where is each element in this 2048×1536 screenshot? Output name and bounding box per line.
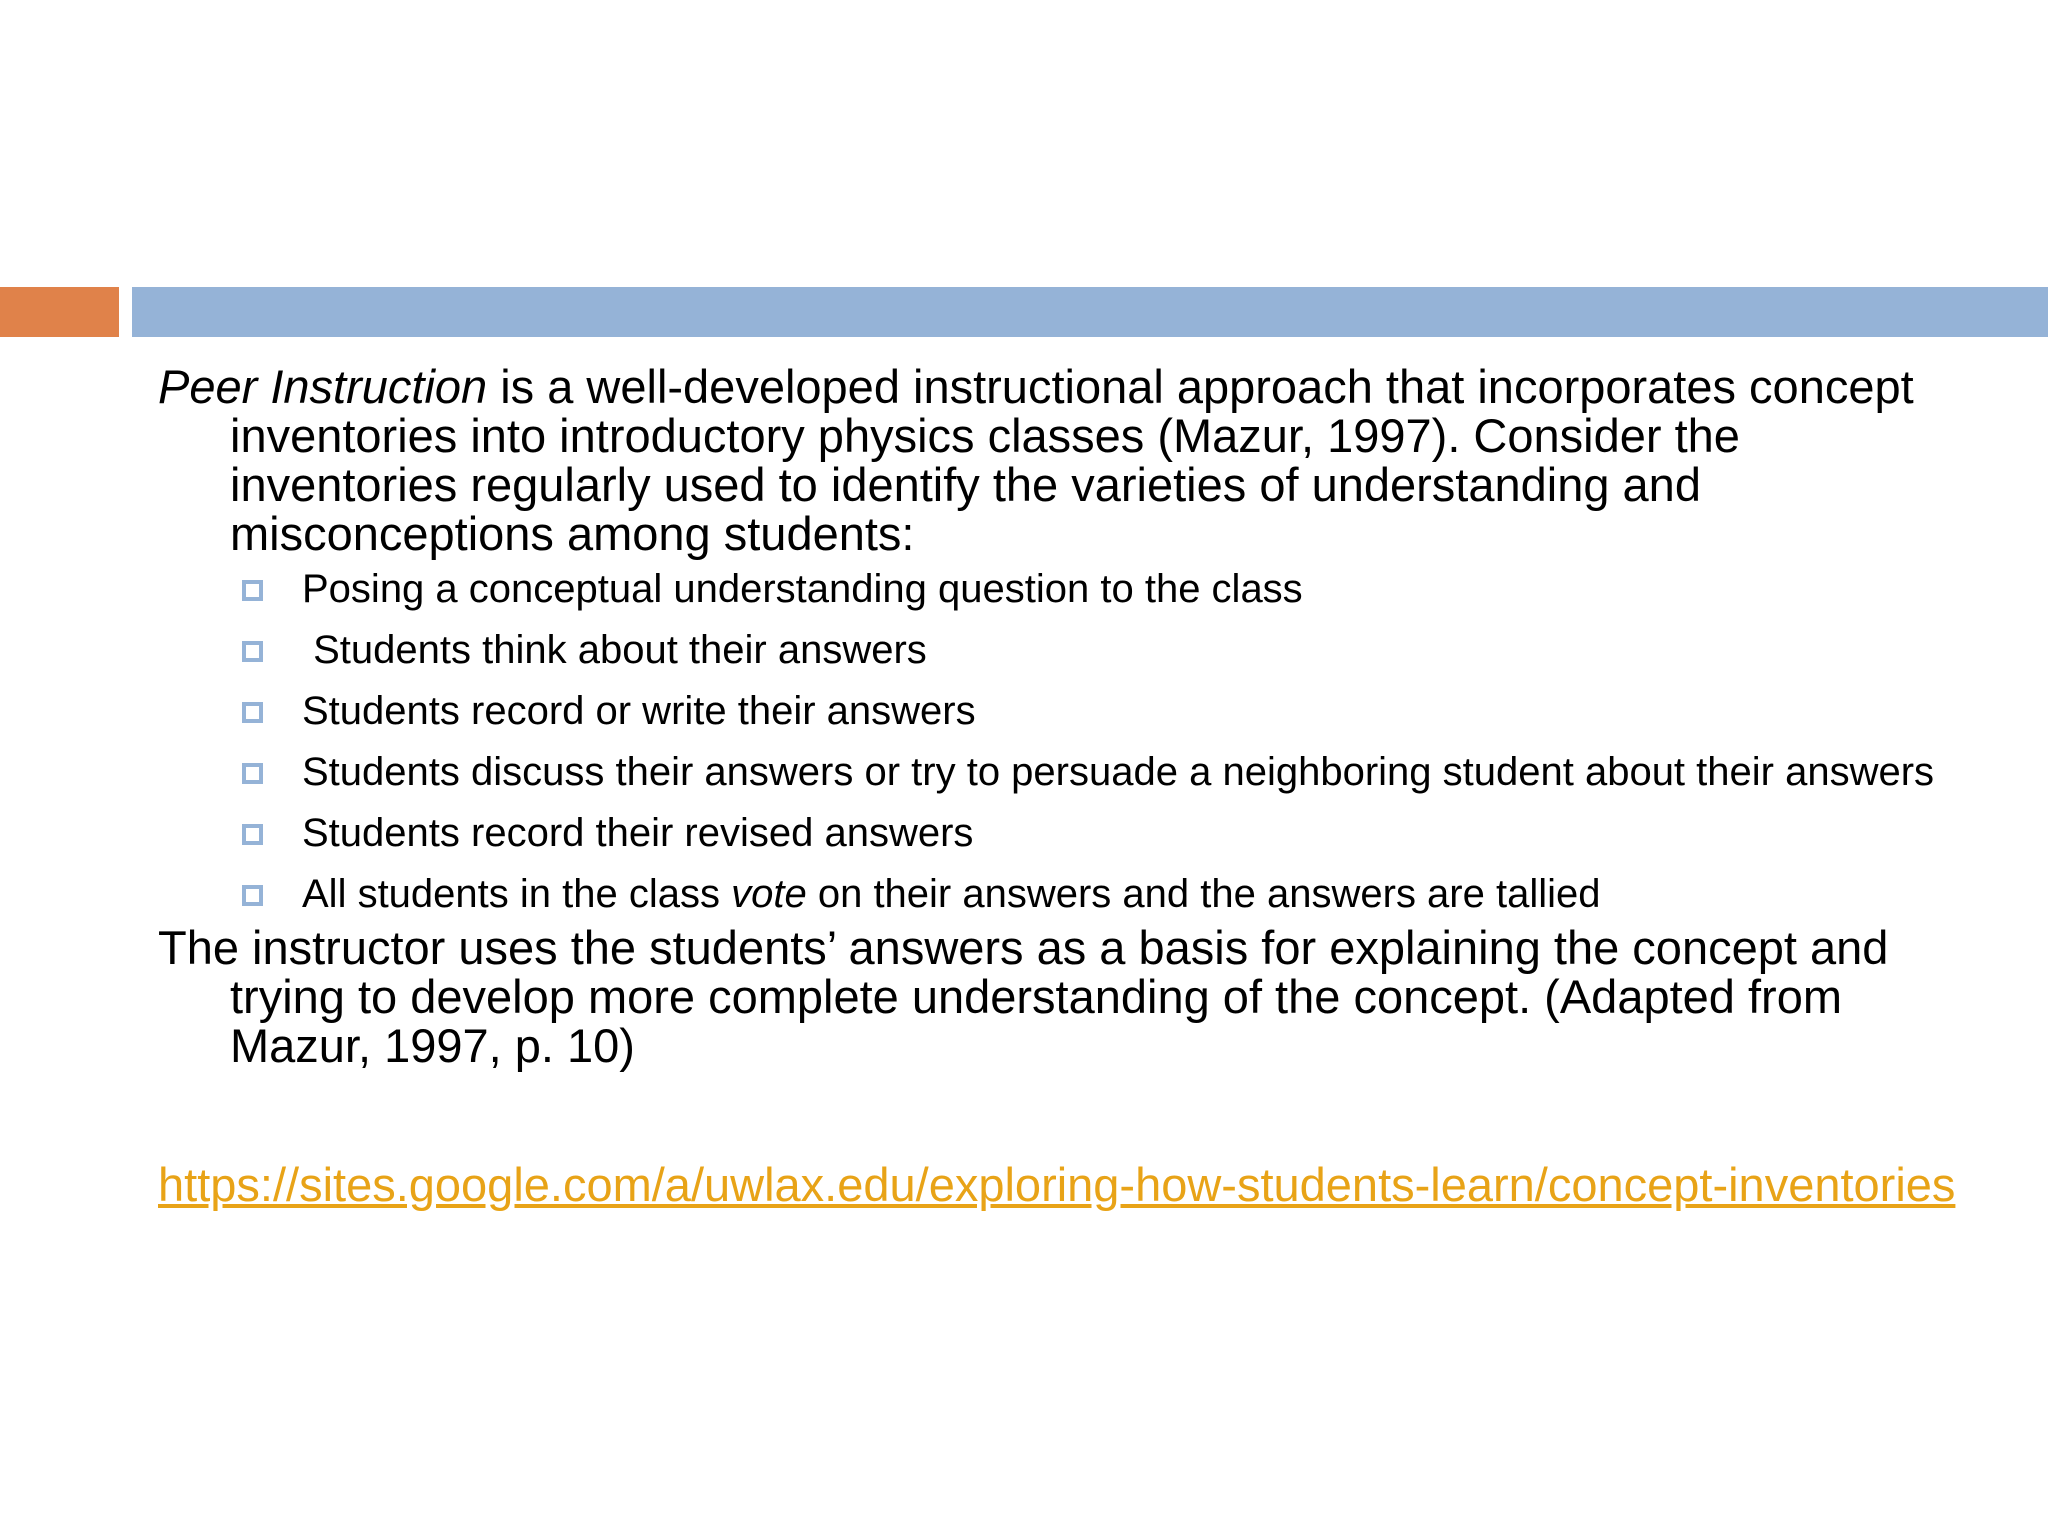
- square-bullet-icon: [242, 824, 263, 845]
- slide-content: [158, 362, 1958, 1209]
- intro-text: is a well-developed instructional approach that incorporates concept inventories into introductory physics classes (Mazur, 1997). Consider the inventories regularly used to identify the varieties of understanding and misconceptions among students:: [230, 360, 1914, 560]
- list-item: [242, 812, 1958, 854]
- reference-link-block: [158, 1160, 1958, 1209]
- header-bar: [132, 287, 2048, 337]
- conclusion-paragraph: The instructor uses the students’ answers as a basis for explaining the concept and trying to develop more complete understanding of the concept. (Adapted from Mazur, 1997, p. 10): [158, 921, 1889, 1072]
- list-item-text: Students think about their answers: [302, 628, 927, 672]
- square-bullet-icon: [242, 580, 263, 601]
- square-bullet-icon: [242, 702, 263, 723]
- list-item: [242, 751, 1958, 793]
- square-bullet-icon: [242, 885, 263, 906]
- list-item-text: Students discuss their answers or try to persuade a neighboring student about their answers: [302, 750, 1935, 794]
- steps-list: [158, 568, 1958, 915]
- square-bullet-icon: [242, 641, 263, 662]
- intro-paragraph: [158, 362, 1958, 558]
- list-item: [242, 690, 1958, 732]
- list-item-text-before: All students in the class: [302, 872, 732, 916]
- list-item-text-after: on their answers and the answers are tallied: [806, 872, 1601, 916]
- accent-bar: [0, 287, 119, 337]
- intro-italic: Peer Instruction: [158, 360, 488, 413]
- list-item: [242, 629, 1958, 671]
- square-bullet-icon: [242, 763, 263, 784]
- list-item-text: Students record or write their answers: [302, 689, 976, 733]
- list-item: [242, 568, 1958, 610]
- list-item-italic: vote: [731, 872, 807, 916]
- list-item-text: Posing a conceptual understanding question to the class: [302, 567, 1303, 611]
- list-item: [242, 873, 1958, 915]
- list-item-text: Students record their revised answers: [302, 811, 974, 855]
- reference-link[interactable]: https://sites.google.com/a/uwlax.edu/exploring-how-students-learn/concept-inventories: [158, 1158, 1956, 1211]
